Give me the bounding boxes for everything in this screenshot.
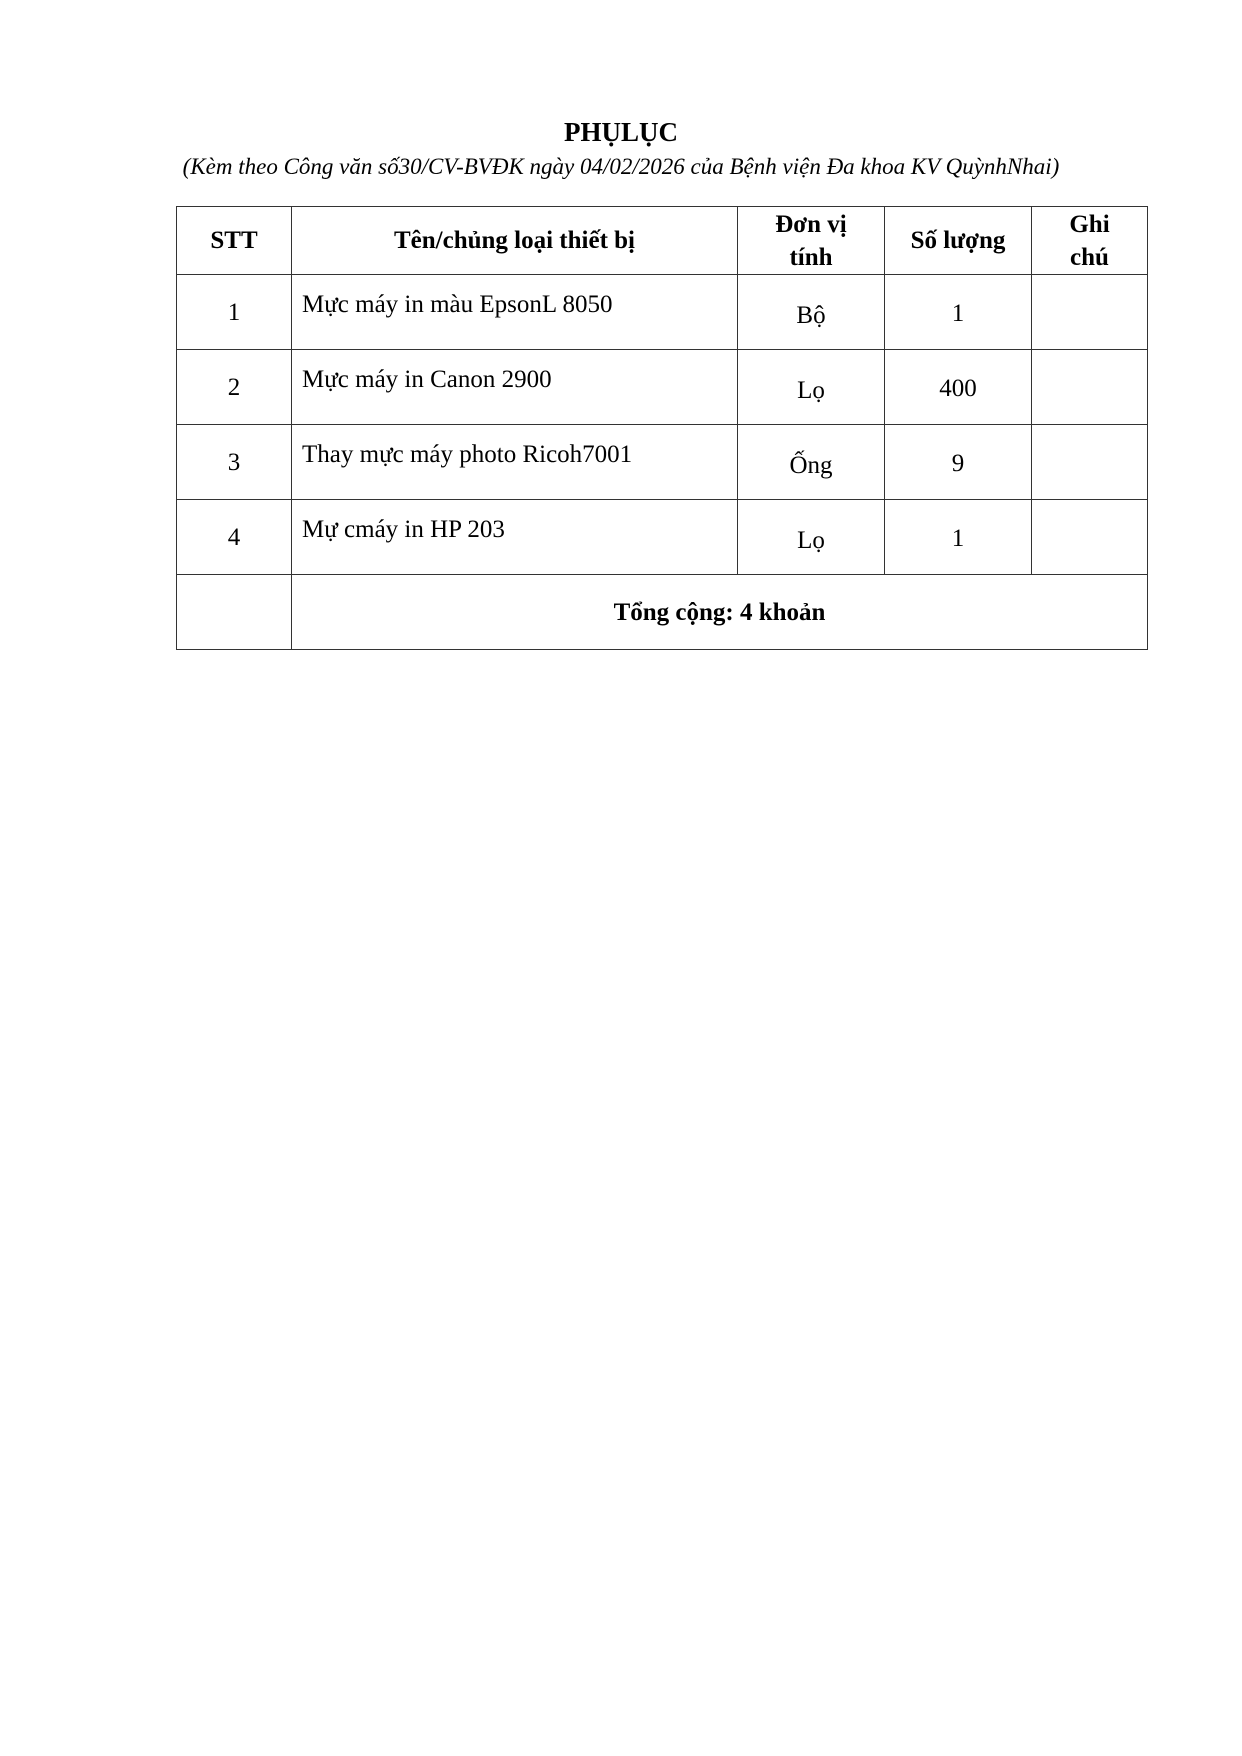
row-qty: 1 [885,500,1032,575]
row-note [1032,275,1148,350]
row-name: Mực máy in Canon 2900 [292,350,738,425]
header-unit-line1: Đơn vị [775,210,847,238]
table-row [177,500,1148,575]
table-row [177,425,1148,500]
row-stt: 2 [177,350,292,425]
header-note-line1: Ghi [1069,210,1110,238]
row-unit: Lọ [738,350,885,425]
row-qty: 1 [885,275,1032,350]
row-stt: 1 [177,275,292,350]
total-empty-cell [177,575,292,650]
header-note-line2: chú [1070,243,1109,271]
row-name: Mự cmáy in HP 203 [292,500,738,575]
row-note [1032,425,1148,500]
row-note [1032,500,1148,575]
appendix-table [176,206,1148,650]
row-stt: 4 [177,500,292,575]
row-unit: Lọ [738,500,885,575]
table-header-row [177,207,1148,275]
table-row [177,275,1148,350]
header-name: Tên/chủng loại thiết bị [292,207,738,275]
header-qty: Số lượng [885,207,1032,275]
row-stt: 3 [177,425,292,500]
header-unit [738,207,885,275]
page-title: PHỤLỤC [564,117,678,147]
header-stt: STT [177,207,292,275]
row-note [1032,350,1148,425]
header-note [1032,207,1148,275]
row-name: Mực máy in màu EpsonL 8050 [292,275,738,350]
row-unit: Ống [738,425,885,500]
page-subtitle: (Kèm theo Công văn số30/CV-BVĐK ngày 04/02/2026 của Bệnh viện Đa khoa KV QuỳnhNhai) [182,154,1060,179]
row-name: Thay mực máy photo Ricoh7001 [292,425,738,500]
header-unit-line2: tính [789,243,833,271]
total-row [177,575,1148,650]
row-unit: Bộ [738,275,885,350]
row-qty: 9 [885,425,1032,500]
total-label: Tổng cộng: 4 khoản [292,575,1148,650]
row-qty: 400 [885,350,1032,425]
table-row [177,350,1148,425]
